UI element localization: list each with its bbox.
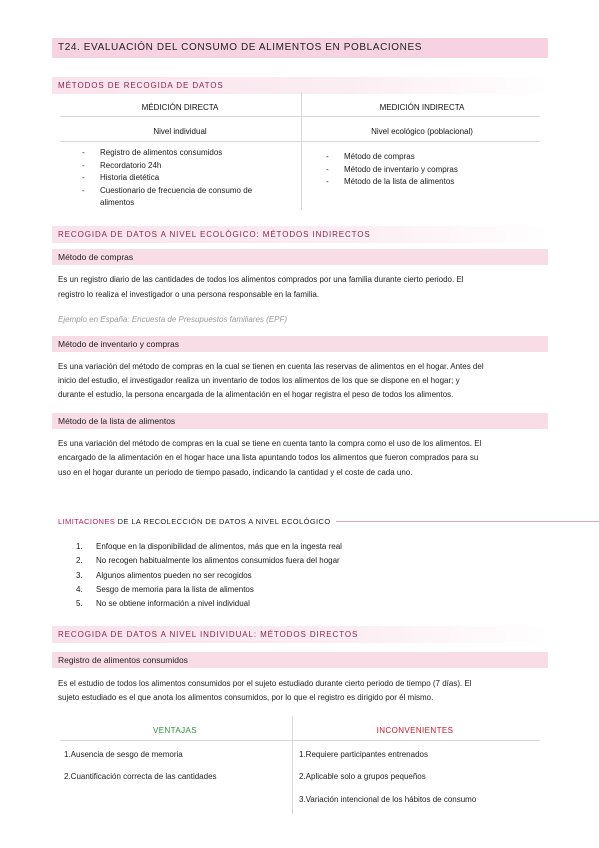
list-item [76,569,516,583]
subheading-text: Método de inventario y compras [58,339,179,349]
limitaciones-list [76,540,516,611]
section-heading-ecologico [52,226,548,243]
item-number: 3. [76,570,83,580]
paragraph-line: Es el estudio de todos los alimentos consumidos por el sujeto estudiado durante cierto periodo de tiempo (7 días). El [58,679,472,688]
table-vertical-divider [292,716,293,814]
ventajas-header: VENTAJAS [153,726,197,735]
subheading-text: Método de compras [58,252,134,262]
list-item [76,583,516,597]
paragraph-line: Es una variación del método de compras en la cual se tiene en cuenta tanto la compra como el uso de los alimentos. El [58,439,482,448]
section-heading-metodos [52,77,548,94]
list-indirecta [326,151,536,189]
list-item: - Método de inventario y compras [326,164,536,177]
section-heading-text: RECOGIDA DE DATOS A NIVEL ECOLÓGICO: MÉTODOS INDIRECTOS [58,230,371,239]
col-sub-directa: Nivel individual [153,127,207,136]
list-item: - Recordatorio 24h [82,160,287,173]
item-number: 4. [76,584,83,594]
item-text: Algunos alimentos pueden no ser recogidos [96,570,252,580]
item-text: Sesgo de memoria para la lista de alimentos [96,584,254,594]
example-text: Ejemplo en España: Encuesta de Presupuestos familiares (EPF) [58,315,288,324]
paragraph-line: registro lo realiza el investigador o una persona responsable en la familia. [58,290,320,299]
list-item: - Historia dietética [82,172,287,185]
limitaciones-rest: DE LA RECOLECCIÓN DE DATOS A NIVEL ECOLÓGICO [115,517,331,526]
item-text: No recogen habitualmente los alimentos consumidos fuera del hogar [96,556,340,566]
item-text: No se obtiene información a nivel individual [96,599,250,609]
paragraph-line: uso en el hogar durante un periodo de tiempo pasado, indicando la cantidad y el coste de cada uno. [58,468,413,477]
list-directa [82,147,287,210]
paragraph-line: encargado de la alimentación en el hogar hace una lista apuntando todos los alimentos que fueron comprados para su [58,453,479,462]
limitaciones-rule [336,521,599,522]
list-item [76,597,516,611]
limitaciones-accent: LIMITACIONES [58,517,116,526]
list-item: - Método de compras [326,151,536,164]
list-item: - Cuestionario de frecuencia de consumo de alimentos [82,185,287,210]
subheading-text: Registro de alimentos consumidos [58,655,188,665]
item-number: 1. [76,542,83,551]
paragraph-line: Es una variación del método de compras en la cual se tienen en cuenta las reservas de alimentos en el hogar. Antes del [58,362,484,371]
document-title-bar [52,38,548,58]
paragraph-line: sujeto estudiado es el que anota los alimentos consumidos, por lo que el registro es dirigido por él mismo. [58,693,434,702]
subheading-lista [52,413,548,429]
col-header-indirecta: MEDICIÓN INDIRECTA [379,103,465,112]
list-item: - Método de la lista de alimentos [326,176,536,189]
limitaciones-heading [58,517,331,526]
section-heading-individual [52,626,548,643]
subheading-compras [52,249,548,265]
subheading-registro [52,652,548,668]
section-heading-text: RECOGIDA DE DATOS A NIVEL INDIVIDUAL: MÉTODOS DIRECTOS [58,630,359,639]
subheading-inventario [52,336,548,352]
item-number: 5. [76,599,83,609]
document-title: T24. EVALUACIÓN DEL CONSUMO DE ALIMENTOS EN POBLACIONES [58,42,423,53]
paragraph-line: durante el estudio, la persona encargada de la alimentación en el hogar registra el peso de todos los alimentos. [58,390,454,399]
inconveniente-item: 1.Requiere participantes entrenados [299,750,428,759]
paragraph-line: Es un registro diario de las cantidades de todos los alimentos comprados por una familia durante cierto periodo. El [58,275,464,284]
list-item: - Registro de alimentos consumidos [82,147,287,160]
col-sub-indirecta: Nivel ecológico (poblacional) [371,127,473,136]
list-item [76,554,516,568]
table-vertical-divider [301,92,302,210]
item-number: 2. [76,556,83,566]
paragraph-line: inicio del estudio, el investigador realiza un inventario de todos los alimentos de los que se dispone en el hogar; y [58,376,460,385]
inconveniente-item: 2.Aplicable solo a grupos pequeños [299,772,426,781]
inconveniente-item: 3.Variación intencional de los hábitos de consumo [299,795,477,804]
list-item [76,540,516,554]
col-header-directa: MÉDICIÓN DIRECTA [141,103,219,112]
subheading-text: Método de la lista de alimentos [58,416,176,426]
table-divider [60,141,540,142]
section-heading-text: MÉTODOS DE RECOGIDA DE DATOS [58,81,224,90]
ventaja-item: 1.Ausencia de sesgo de memoria [64,750,183,759]
ventaja-item: 2.Cuantificación correcta de las cantidades [64,772,217,781]
table-divider [60,116,540,117]
item-text: Enfoque en la disponibilidad de alimentos, más que en la ingesta real [96,542,342,551]
table-divider [60,740,540,741]
inconvenientes-header: INCONVENIENTES [376,726,454,735]
